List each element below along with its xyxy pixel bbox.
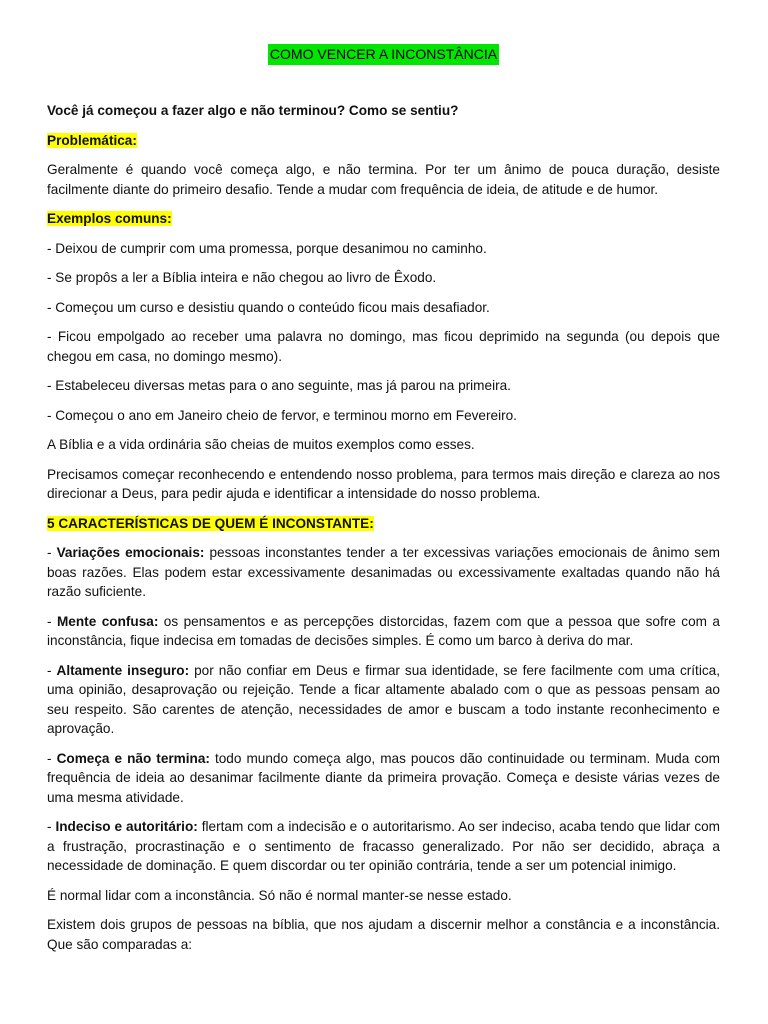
exemplos-closing-2: Precisamos começar reconhecendo e entendendo nosso problema, para termos mais direção e clareza ao nos direcionar a Deus, para pedir ajuda e identificar a intensidade do nosso problema. [47, 466, 720, 501]
exemplos-closing-1: A Bíblia e a vida ordinária são cheias de muitos exemplos como esses. [47, 437, 475, 452]
item-label: Indeciso e autoritário: [55, 819, 198, 834]
exemplo-item: - Ficou empolgado ao receber uma palavra no domingo, mas ficou deprimido na segunda (ou depois que chegou em casa, no domingo mesmo). [47, 329, 720, 364]
caracteristicas-heading-line [47, 514, 720, 534]
exemplo-item: - Se propôs a ler a Bíblia inteira e não chegou ao livro de Êxodo. [47, 270, 437, 285]
item-prefix: - [47, 750, 57, 766]
item-text: os pensamentos e as percepções distorcidas, fazem com que a pessoa que sofre com a inconstância, fique indecisa em tomadas de decisões simples. É como um barco à deriva do mar. [47, 613, 720, 648]
exemplo-item: - Começou o ano em Janeiro cheio de fervor, e terminou morno em Fevereiro. [47, 407, 517, 423]
item-label: Mente confusa: [56, 613, 159, 629]
item-prefix: - [47, 545, 57, 560]
exemplo-item: - Estabeleceu diversas metas para o ano seguinte, mas já parou na primeira. [47, 378, 511, 393]
problematica-heading: Problemática: [47, 132, 137, 148]
caracteristica-item [47, 612, 720, 651]
item-text: por não confiar em Deus e firmar sua identidade, se fere facilmente com uma crítica, uma opinião, desaprovação ou rejeição. Tende a ficar altamente abalado com o que as pessoas pensam ao seu respeito. São carentes de atenção, necessidades de amor e buscam a todo instante reconhecimento e aprovação. [47, 662, 720, 736]
intro-question: Você já começou a fazer algo e não terminou? Como se sentiu? [47, 103, 459, 118]
caracteristicas-heading: 5 CARACTERÍSTICAS DE QUEM É INCONSTANTE: [47, 515, 374, 531]
problematica-heading-line [47, 131, 720, 151]
exemplo-item: - Começou um curso e desistiu quando o conteúdo ficou mais desafiador. [47, 299, 490, 315]
exemplos-heading: Exemplos comuns: [47, 211, 172, 226]
caracteristica-item [47, 661, 720, 739]
item-text: flertam com a indecisão e o autoritarismo. Ao ser indeciso, acaba tendo que lidar com a frustração, procrastinação e o sentimento de fracasso generalizado. Por não ser decidido, abraça a necessidade de dominação. E quem discordar ou ter opinião contrária, tende a ser um potencial inimigo. [47, 819, 720, 873]
conclusao-2: Existem dois grupos de pessoas na bíblia, que nos ajudam a discernir melhor a constância e a inconstância. Que são comparadas a: [47, 917, 720, 952]
item-text: pessoas inconstantes tender a ter excessivas variações emocionais de ânimo sem boas razões. Elas podem estar excessivamente desanimadas ou excessivamente exaltadas quando não há razão suficiente. [47, 545, 720, 599]
problematica-text: Geralmente é quando você começa algo, e não termina. Por ter um ânimo de pouca duração, desiste facilmente diante do primeiro desafio. Tende a mudar com frequência de ideia, de atitude e de humor. [47, 162, 720, 197]
item-prefix: - [47, 662, 57, 678]
item-label: Variações emocionais: [56, 545, 205, 560]
exemplo-item: - Deixou de cumprir com uma promessa, porque desanimou no caminho. [47, 240, 487, 256]
document-title: COMO VENCER A INCONSTÂNCIA [268, 44, 499, 65]
item-prefix: - [47, 819, 56, 834]
item-prefix: - [47, 613, 57, 629]
item-label: Altamente inseguro: [56, 662, 190, 678]
caracteristica-item [47, 543, 720, 602]
caracteristica-item [47, 749, 720, 808]
item-label: Começa e não termina: [56, 750, 210, 766]
item-text: todo mundo começa algo, mas poucos dão continuidade ou terminam. Muda com frequência de ideia ao desanimar facilmente diante da primeira provação. Começa e desiste várias vezes de uma mesma atividade. [47, 750, 720, 805]
title-container [47, 44, 720, 65]
exemplos-heading-line [47, 209, 720, 229]
caracteristica-item [47, 817, 720, 876]
conclusao-1: É normal lidar com a inconstância. Só não é normal manter-se nesse estado. [47, 887, 512, 903]
